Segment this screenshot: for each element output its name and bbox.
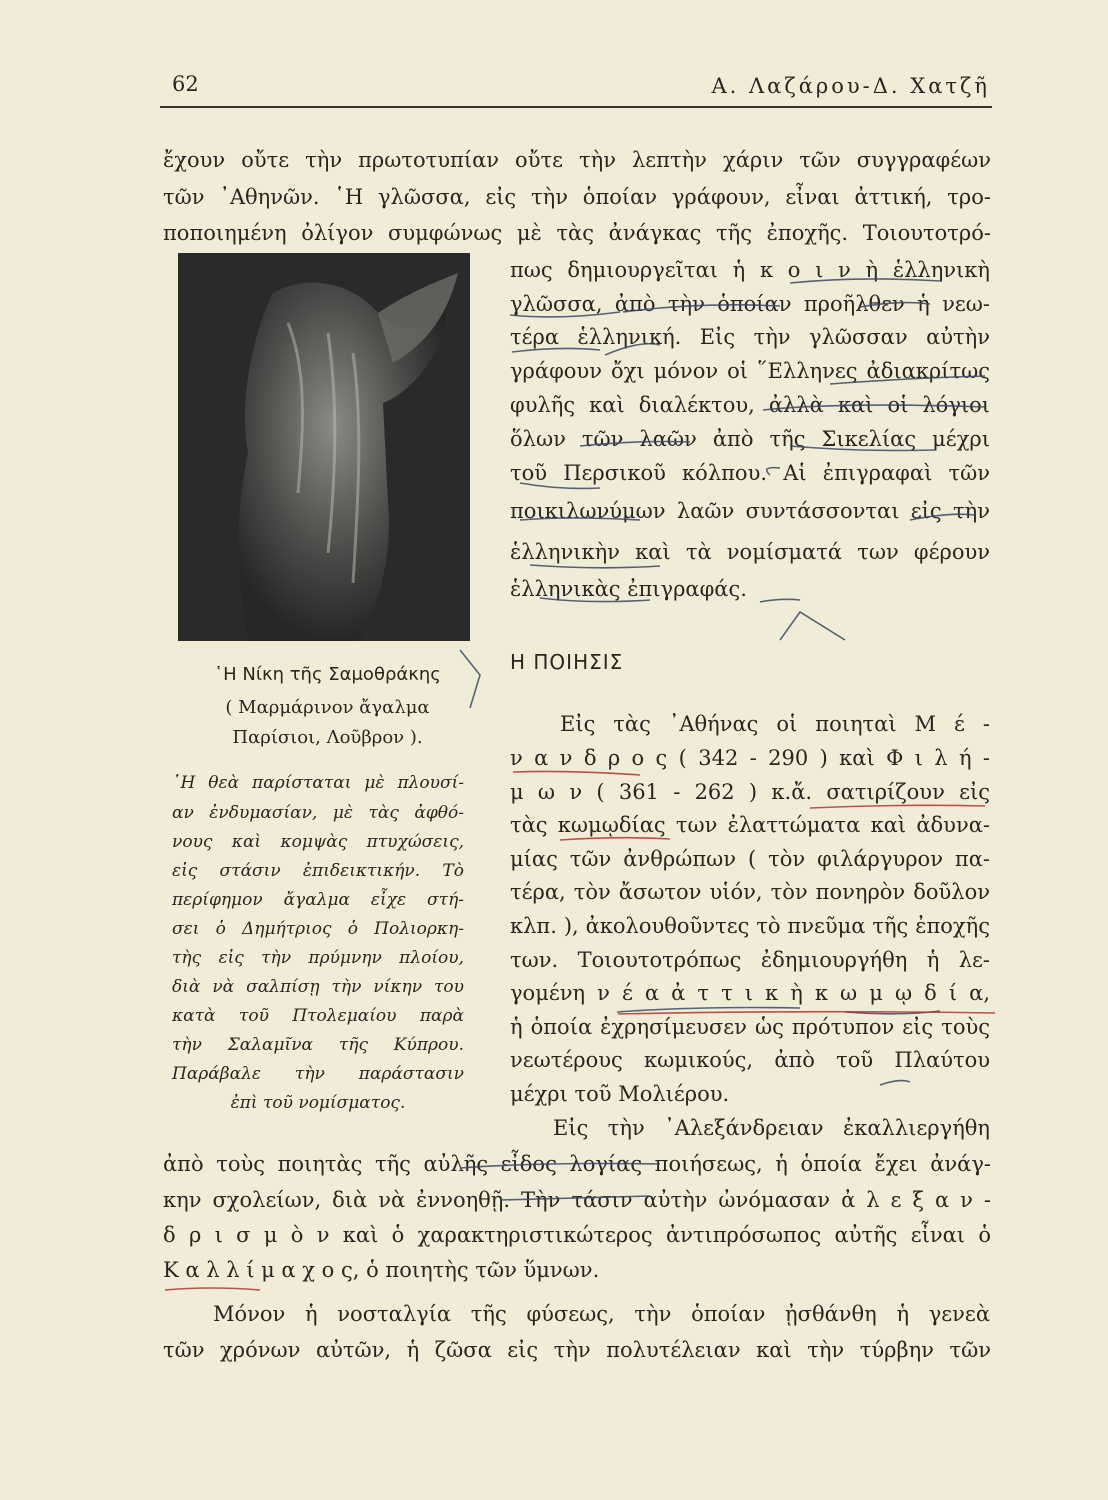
text-line: γράφουν ὄχι μόνον οἱ ῞Ελληνες ἀδιακρίτως — [510, 359, 990, 383]
text-line: των. Τοιουτοτρόπως ἐδημιουργήθη ἡ λε- — [510, 948, 990, 972]
text-line: Εἰς τὰς ᾿Αθήνας οἱ ποιηταὶ Μ έ - — [560, 712, 990, 736]
figure-note-line: τὴς εἰς τὴν πρύμνην πλοίου, — [172, 948, 464, 968]
text-line: τοῦ Περσικοῦ κόλπου. Αἱ ἐπιγραφαὶ τῶν — [510, 461, 990, 485]
figure-note-line: περίφημον ἄγαλμα εἶχε στή- — [172, 890, 464, 910]
text-line: κλπ. ), ἀκολουθοῦντες τὸ πνεῦμα τῆς ἐποχῆς — [510, 914, 990, 938]
text-line: μέχρι τοῦ Μολιέρου. — [510, 1082, 730, 1106]
figure-note-line: εἰς στάσιν ἐπιδεικτικήν. Τὸ — [172, 861, 464, 881]
text-line: τέρα, τὸν ἄσωτον υἱόν, τὸν πονηρὸν δοῦλον — [510, 880, 990, 904]
text-line: ὅλων τῶν λαῶν ἀπὸ τῆς Σικελίας μέχρι — [510, 427, 990, 451]
running-head: Α. Λαζάρου-Δ. Χατζῆ — [711, 74, 990, 98]
text-line: τέρα ἑλληνική. Εἰς τὴν γλῶσσαν αὐτὴν — [510, 325, 990, 349]
text-line: ἡ ὁποία ἐχρησίμευσεν ὡς πρότυπον εἰς τοὺς — [510, 1015, 990, 1039]
text-line: γομένη ν έ α ἀ τ τ ι κ ὴ κ ω μ ῳ δ ί α, — [510, 981, 990, 1005]
text-line: Εἰς τὴν ᾿Αλεξάνδρειαν ἐκαλλιεργήθη — [553, 1116, 990, 1140]
text-line: ν α ν δ ρ ο ς ( 342 - 290 ) καὶ Φ ι λ ή - — [510, 746, 990, 770]
text-line: πως δημιουργεῖται ἡ κ ο ι ν ὴ ἑλληνικὴ — [510, 258, 990, 282]
figure-note-line: αν ἐνδυμασίαν, μὲ τὰς ἀφθό- — [172, 803, 464, 823]
text-line: ἀπὸ τοὺς ποιητὰς τῆς αὐλῆς εἶδος λογίας ποιήσεως, ἡ ὁποία ἔχει ἀνάγ- — [163, 1152, 991, 1176]
figure-caption-title: ῾Η Νίκη τῆς Σαμοθράκης — [214, 664, 441, 685]
text-line: Μόνον ἡ νοσταλγία τῆς φύσεως, τὴν ὁποίαν ᾐσθάνθη ἡ γενεὰ — [213, 1302, 990, 1326]
text-line: μίας τῶν ἀνθρώπων ( τὸν φιλάργυρον πα- — [510, 847, 990, 871]
text-line: δ ρ ι σ μ ὸ ν καὶ ὁ χαρακτηριστικώτερος ἀντιπρόσωπος αὐτῆς εἶναι ὁ — [163, 1223, 991, 1247]
text-line: μ ω ν ( 361 - 262 ) κ.ἄ. σατιρίζουν εἰς — [510, 780, 990, 804]
figure-note-line: κατὰ τοῦ Πτολεμαίου παρὰ — [172, 1006, 464, 1026]
text-line: ἑλληνικὴν καὶ τὰ νομίσματά των φέρουν — [510, 540, 990, 564]
figure-note-line: διὰ νὰ σαλπίσῃ τὴν νίκην του — [172, 977, 464, 997]
figure-note-line: ῾Η θεὰ παρίσταται μὲ πλουσί- — [172, 773, 464, 793]
section-heading: Η ΠΟΙΗΣΙΣ — [510, 650, 624, 674]
figure-caption-sub: Παρίσιοι, Λοῦβρον ). — [232, 727, 423, 748]
figure-note-line: Παράβαλε τὴν παράστασιν — [172, 1064, 464, 1084]
figure-note-line: σει ὁ Δημήτριος ὁ Πολιορκη- — [172, 919, 464, 939]
text-line: ἔχουν οὔτε τὴν πρωτοτυπίαν οὔτε τὴν λεπτὴν χάριν τῶν συγγραφέων — [163, 148, 991, 172]
figure-note-line: νους καὶ κομψὰς πτυχώσεις, — [172, 832, 464, 852]
text-line: Κ α λ λ ί μ α χ ο ς, ὁ ποιητὴς τῶν ὕμνων. — [163, 1258, 600, 1282]
text-line: ἑλληνικὰς ἐπιγραφάς. — [510, 577, 747, 601]
text-line: τῶν ᾿Αθηνῶν. ῾Η γλῶσσα, εἰς τὴν ὁποίαν γράφουν, εἶναι ἀττική, τρο- — [163, 185, 991, 209]
figure-note-line: τὴν Σαλαμῖνα τῆς Κύπρου. — [172, 1035, 464, 1055]
text-line: ποποιημένη ὀλίγον συμφώνως μὲ τὰς ἀνάγκας τῆς ἐποχῆς. Τοιουτοτρό- — [163, 221, 991, 245]
statue-photo — [178, 253, 470, 641]
text-line: ποικιλωνύμων λαῶν συντάσσονται εἰς τὴν — [510, 499, 990, 523]
header-rule — [160, 106, 992, 108]
figure-caption-sub: ( Μαρμάρινον ἄγαλμα — [225, 697, 430, 718]
text-line: κην σχολείων, διὰ νὰ ἐννοηθῇ. Τὴν τάσιν αὐτὴν ὠνόμασαν ἀ λ ε ξ α ν - — [163, 1188, 991, 1212]
page-header — [160, 70, 990, 104]
text-line: τὰς κωμῳδίας των ἐλαττώματα καὶ ἀδυνα- — [510, 813, 990, 837]
text-line: γλῶσσα, ἀπὸ τὴν ὁποίαν προῆλθεν ἡ νεω- — [510, 292, 990, 316]
page-number: 62 — [172, 72, 199, 96]
text-line: τῶν χρόνων αὐτῶν, ἡ ζῶσα εἰς τὴν πολυτέλειαν καὶ τὴν τύρβην τῶν — [163, 1338, 991, 1362]
figure-note-line: ἐπὶ τοῦ νομίσματος. — [230, 1093, 406, 1113]
text-line: φυλῆς καὶ διαλέκτου, ἀλλὰ καὶ οἱ λόγιοι — [510, 393, 990, 417]
text-line: νεωτέρους κωμικούς, ἀπὸ τοῦ Πλαύτου — [510, 1048, 990, 1072]
